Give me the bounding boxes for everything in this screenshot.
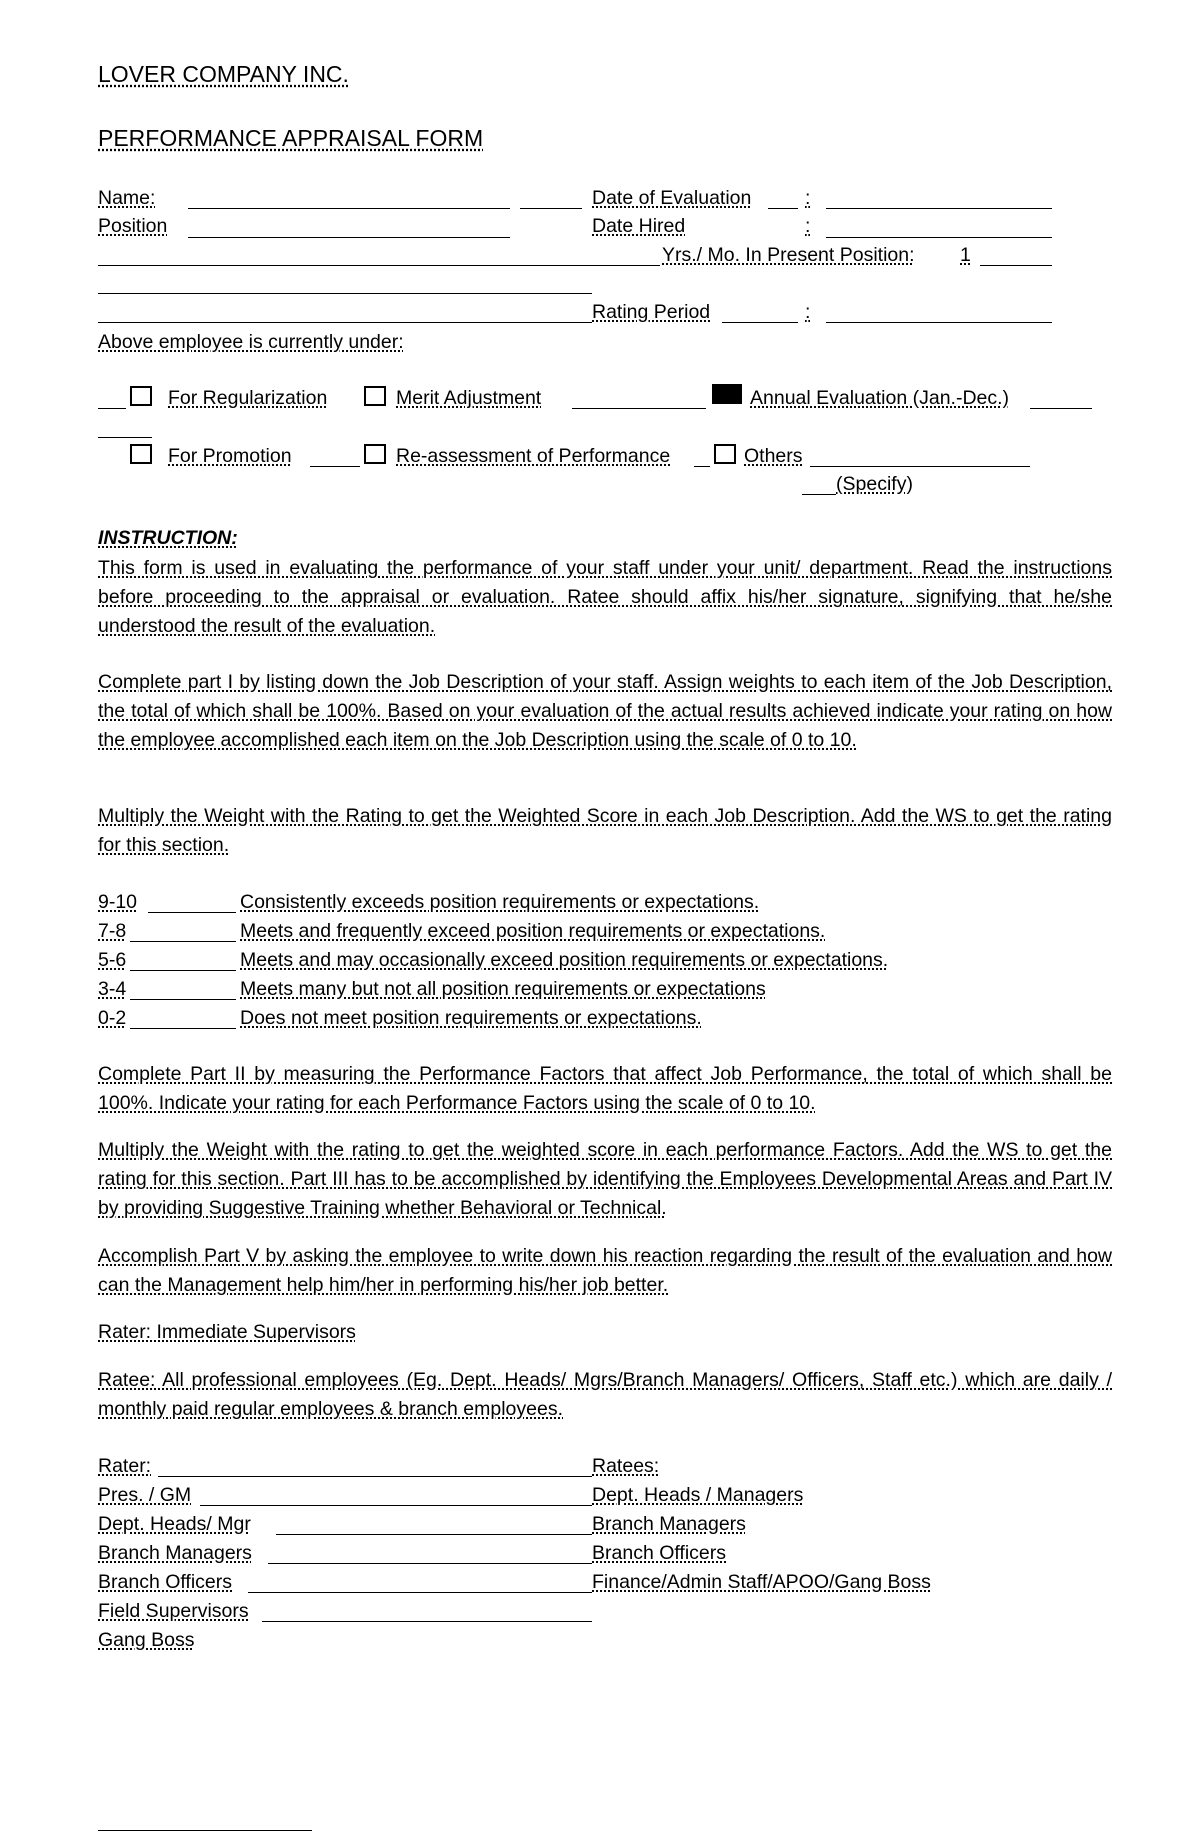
scale-range: 0-2 — [98, 1007, 127, 1029]
merit-adjustment-line — [572, 408, 706, 409]
rater-item: Branch Managers — [98, 1542, 252, 1564]
date-hired-colon: : — [805, 215, 811, 237]
scale-dash — [130, 970, 236, 971]
date-evaluation-line[interactable] — [826, 208, 1052, 209]
instruction-paragraph-4: Complete Part II by measuring the Performance Factors that affect Job Performance, the total of which shall be 100%. Indicate your rating for each Performance Factors using the scale of 0 to 10. — [98, 1063, 1112, 1114]
annual-evaluation-label: Annual Evaluation (Jan.-Dec.) — [750, 387, 1010, 409]
promotion-label: For Promotion — [168, 445, 292, 467]
scale-range: 3-4 — [98, 978, 127, 1000]
scale-description: Meets many but not all position requirements or expectations — [240, 978, 766, 1000]
instruction-paragraph-5: Multiply the Weight with the rating to get the weighted score in each performance Factors. Add the WS to get the rating for this section. Part III has to be accomplished by identifying the Employees Developmental Areas and Part IV by providing Suggestive Training whether Behavioral or Technical. — [98, 1139, 1112, 1219]
specify-lead-line — [802, 494, 836, 495]
name-line-extra — [520, 208, 582, 209]
ratee-item: Dept. Heads / Managers — [592, 1484, 804, 1506]
reassessment-checkbox[interactable] — [364, 444, 386, 464]
scale-range: 7-8 — [98, 920, 127, 942]
company-name: LOVER COMPANY INC. — [98, 61, 349, 87]
rater-line — [268, 1563, 592, 1564]
date-evaluation-label: Date of Evaluation — [592, 187, 752, 209]
rating-period-line[interactable] — [826, 322, 1052, 323]
specify-label: (Specify) — [836, 473, 913, 495]
name-label: Name: — [98, 187, 156, 209]
scale-description: Meets and may occasionally exceed position requirements or expectations. — [240, 949, 889, 971]
rating-period-label: Rating Period — [592, 301, 711, 323]
yrs-in-position-label: Yrs./ Mo. In Present Position: — [662, 244, 915, 266]
date-evaluation-gap — [768, 208, 798, 209]
ratee-header: Ratees: — [592, 1455, 660, 1477]
footer-line — [98, 1830, 312, 1831]
form-title: PERFORMANCE APPRAISAL FORM — [98, 125, 484, 151]
scale-dash — [130, 999, 236, 1000]
scale-description: Does not meet position requirements or expectations. — [240, 1007, 702, 1029]
rater-header-line — [158, 1476, 592, 1477]
reassessment-label: Re-assessment of Performance — [396, 445, 671, 467]
regularization-label: For Regularization — [168, 387, 328, 409]
scale-range: 5-6 — [98, 949, 127, 971]
scale-dash — [130, 1028, 236, 1029]
yrs-in-position-line[interactable] — [980, 265, 1052, 266]
rater-item: Dept. Heads/ Mgr — [98, 1513, 251, 1535]
scale-description: Meets and frequently exceed position requirements or expectations. — [240, 920, 826, 942]
checkbox-row1-lead-line — [98, 408, 126, 409]
merit-adjustment-checkbox[interactable] — [364, 386, 386, 406]
ratee-definition: Ratee: All professional employees (Eg. Dept. Heads/ Mgrs/Branch Managers/ Officers, Staff etc.) which are daily / monthly paid regular employees & branch employees. — [98, 1369, 1112, 1420]
others-specify-line[interactable] — [810, 466, 1030, 467]
promotion-checkbox[interactable] — [130, 444, 152, 464]
yrs-in-position-value: 1 — [960, 244, 971, 266]
rater-header: Rater: — [98, 1455, 152, 1477]
scale-dash — [148, 912, 236, 913]
position-extra-line-3 — [98, 322, 592, 323]
annual-evaluation-line — [1030, 408, 1092, 409]
date-evaluation-colon: : — [805, 187, 811, 209]
rating-period-gap — [722, 322, 798, 323]
name-line[interactable] — [188, 208, 510, 209]
rater-item: Pres. / GM — [98, 1484, 192, 1506]
instruction-heading: INSTRUCTION: — [98, 527, 238, 549]
position-extra-line-1 — [98, 265, 660, 266]
ratee-item: Branch Officers — [592, 1542, 727, 1564]
rater-line — [200, 1505, 592, 1506]
position-extra-line-2 — [98, 293, 592, 294]
instruction-paragraph-2: Complete part I by listing down the Job Description of your staff. Assign weights to each item of the Job Description, the total of which shall be 100%. Based on your evaluation of the actual results achieved indicate your rating on how the employee accomplished each item on the Job Description using the scale of 0 to 10. — [98, 671, 1112, 751]
rater-line — [262, 1621, 592, 1622]
position-label: Position — [98, 215, 168, 237]
rater-item: Gang Boss — [98, 1629, 195, 1651]
date-hired-line[interactable] — [826, 237, 1052, 238]
scale-range: 9-10 — [98, 891, 138, 913]
merit-adjustment-label: Merit Adjustment — [396, 387, 542, 409]
others-label: Others — [744, 445, 803, 467]
currently-under-label: Above employee is currently under: — [98, 331, 404, 353]
regularization-checkbox[interactable] — [130, 386, 152, 406]
annual-evaluation-checkbox[interactable] — [712, 384, 742, 404]
promotion-line — [310, 466, 360, 467]
others-checkbox[interactable] — [714, 444, 736, 464]
instruction-paragraph-1: This form is used in evaluating the performance of your staff under your unit/ department. Read the instructions before proceeding to the appraisal or evaluation. Ratee should affix his/her signature, signifying that he/she understood the result of the evaluation. — [98, 557, 1112, 637]
date-hired-label: Date Hired — [592, 215, 686, 237]
scale-description: Consistently exceeds position requirements or expectations. — [240, 891, 760, 913]
ratee-item: Finance/Admin Staff/APOO/Gang Boss — [592, 1571, 931, 1593]
scale-dash — [130, 941, 236, 942]
rater-definition: Rater: Immediate Supervisors — [98, 1321, 356, 1343]
reassessment-line — [694, 466, 710, 467]
rater-line — [276, 1534, 592, 1535]
instruction-paragraph-3: Multiply the Weight with the Rating to get the Weighted Score in each Job Description. Add the WS to get the rating for this section. — [98, 805, 1112, 856]
checkbox-row-separator — [98, 437, 152, 438]
rater-item: Field Supervisors — [98, 1600, 249, 1622]
ratee-item: Branch Managers — [592, 1513, 746, 1535]
rating-period-colon: : — [805, 301, 811, 323]
position-line[interactable] — [188, 237, 510, 238]
rater-line — [248, 1592, 592, 1593]
rater-item: Branch Officers — [98, 1571, 233, 1593]
instruction-paragraph-6: Accomplish Part V by asking the employee to write down his reaction regarding the result of the evaluation and how can the Management help him/her in performing his/her job better. — [98, 1245, 1112, 1296]
